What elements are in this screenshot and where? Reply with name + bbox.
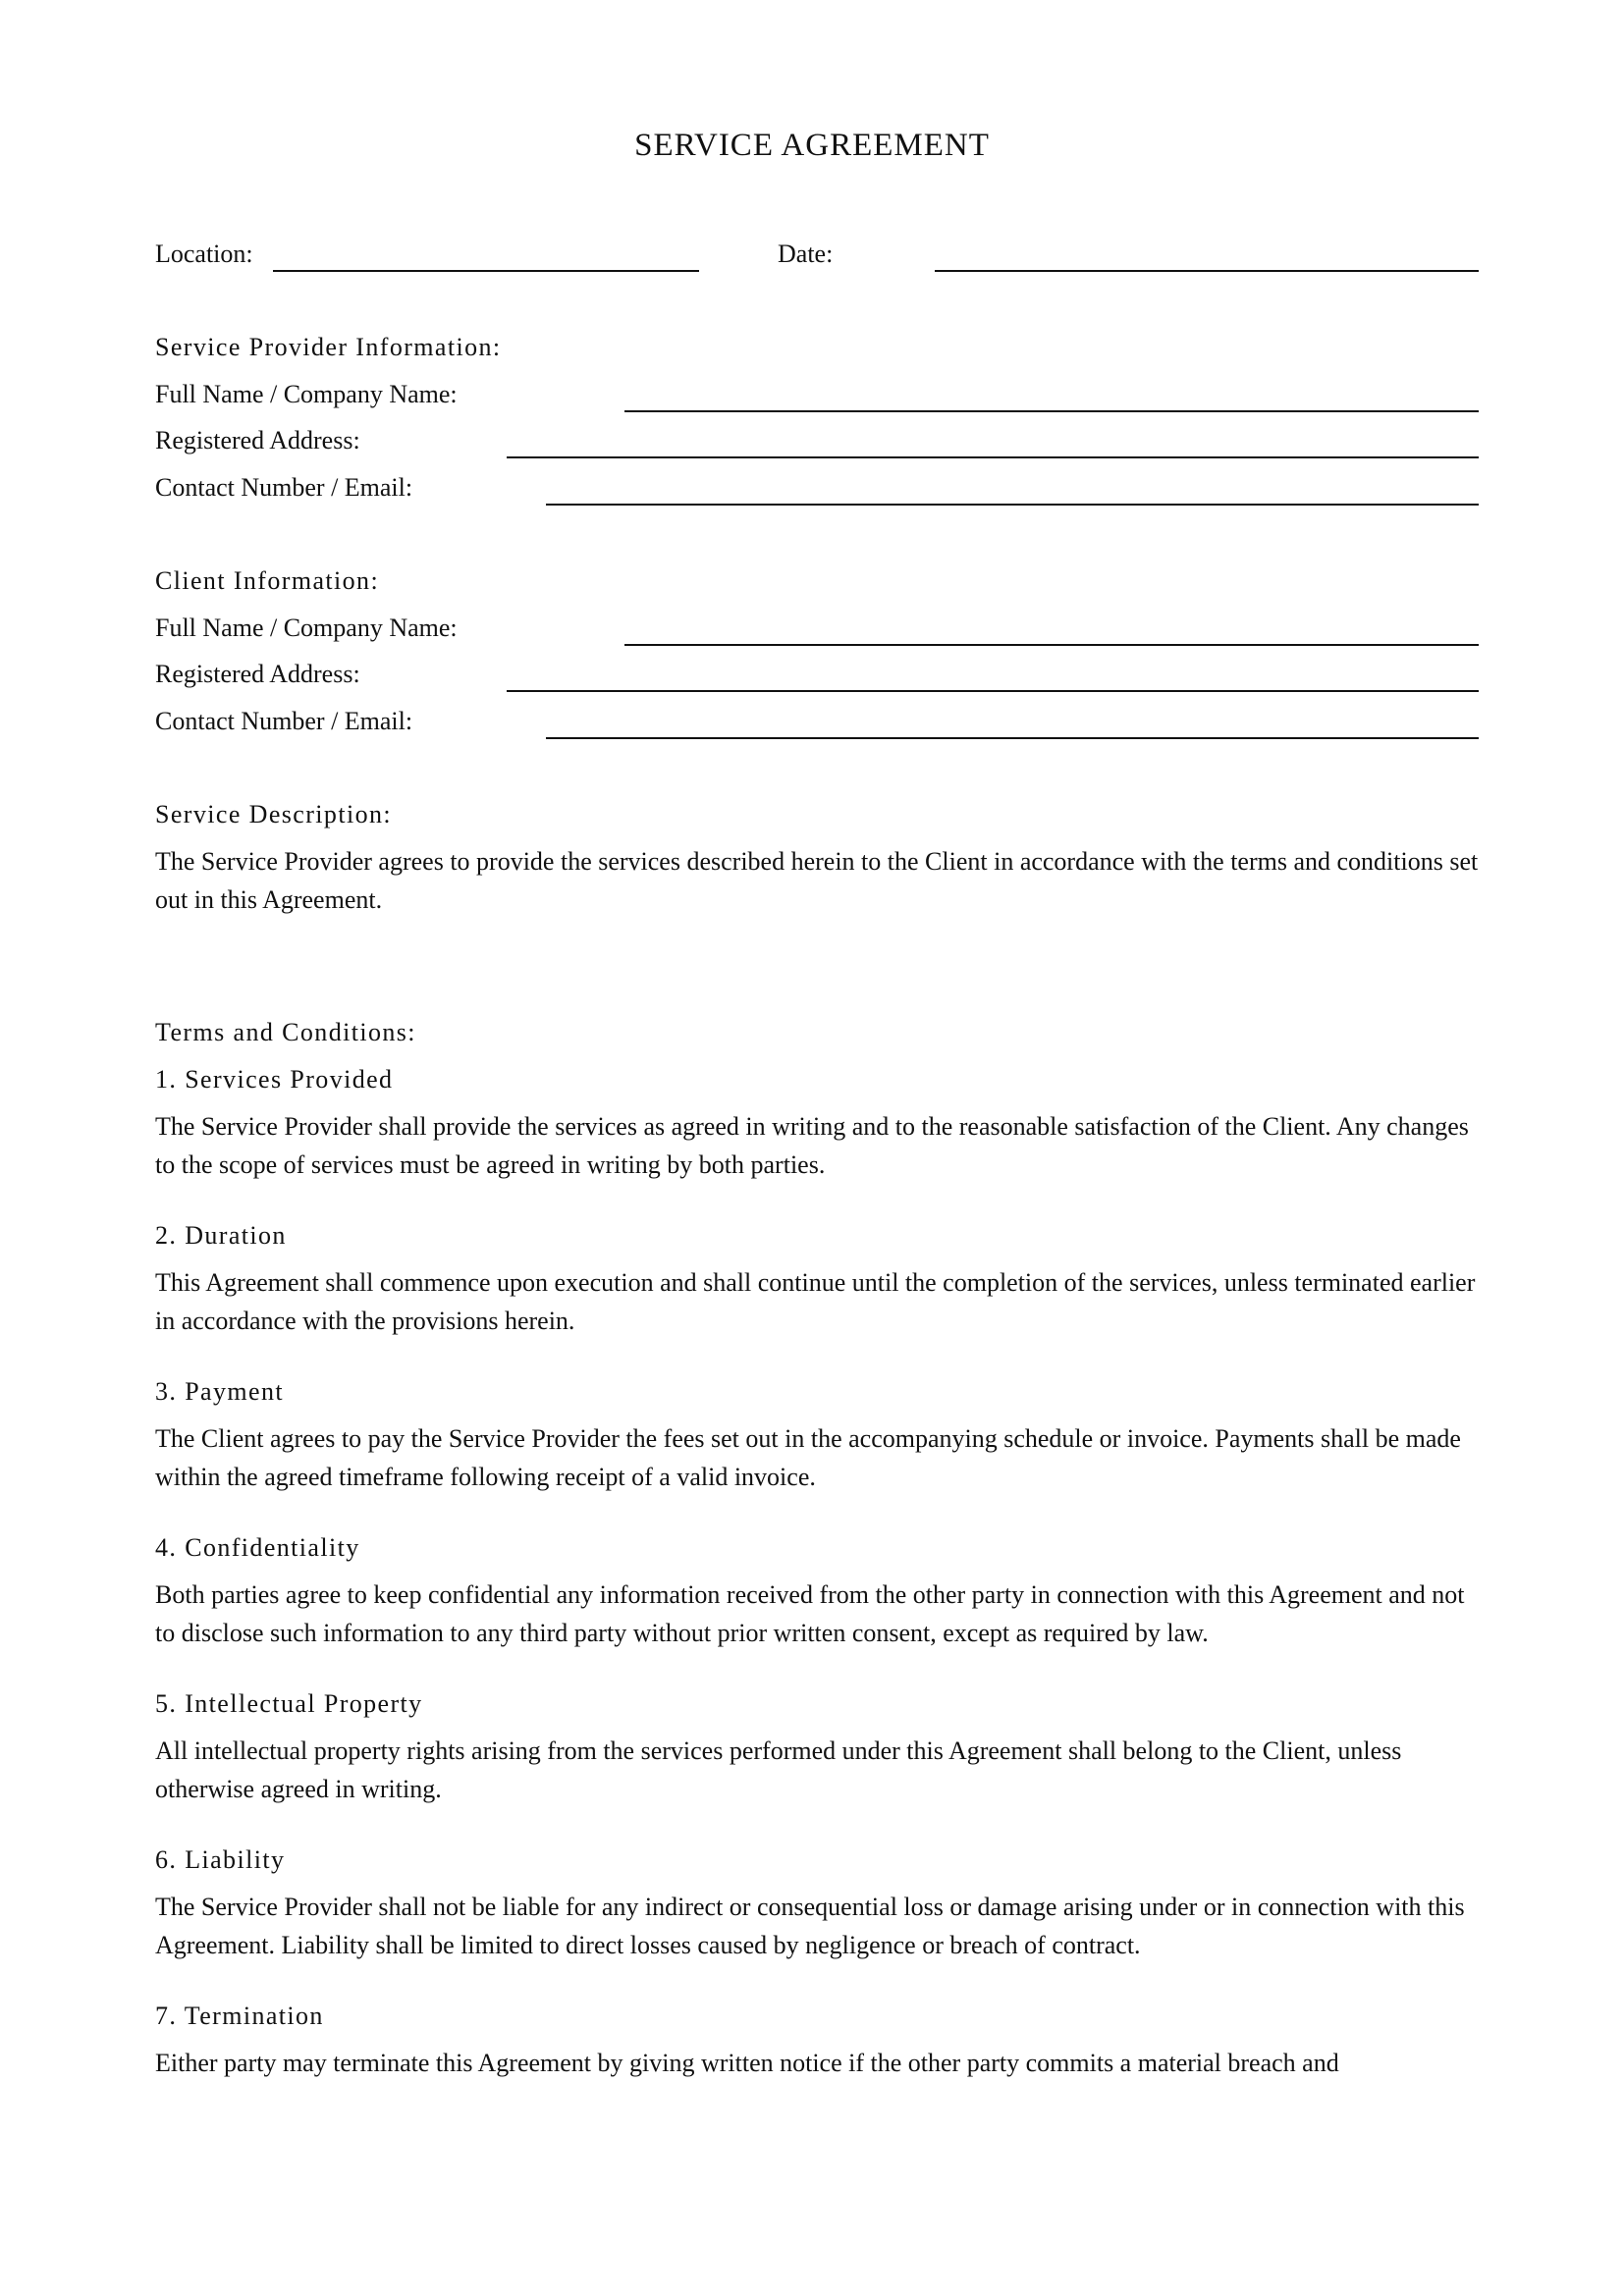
client-contact-label: Contact Number / Email: — [155, 707, 413, 735]
provider-address-label: Registered Address: — [155, 426, 360, 454]
term-heading-services-provided: 1. Services Provided — [155, 1065, 394, 1094]
provider-name-label: Full Name / Company Name: — [155, 380, 458, 408]
term-text-services-provided: The Service Provider shall provide the services as agreed in writing and to the reasonable satisfaction of the Client. Any changes to the scope of services must be agreed in writing by both parties. — [155, 1112, 1469, 1179]
term-heading-confidentiality: 4. Confidentiality — [155, 1533, 360, 1562]
client-address-field-line[interactable] — [507, 690, 1479, 692]
date-field-line[interactable] — [935, 270, 1479, 272]
client-address-label: Registered Address: — [155, 660, 360, 688]
term-text-confidentiality: Both parties agree to keep confidential any information received from the other party in connection with this Agreement and not to disclose such information to any third party without prior written consent, except as required by law. — [155, 1580, 1465, 1647]
location-label: Location: — [155, 240, 253, 268]
term-text-termination: Either party may terminate this Agreement by giving written notice if the other party commits a material breach and — [155, 2049, 1339, 2077]
term-text-intellectual-property: All intellectual property rights arising from the services performed under this Agreement shall belong to the Client, unless otherwise agreed in writing. — [155, 1736, 1402, 1803]
service-description-text: The Service Provider agrees to provide the services described herein to the Client in accordance with the terms and conditions set out in this Agreement. — [155, 847, 1479, 914]
document-title: SERVICE AGREEMENT — [634, 128, 990, 163]
term-heading-termination: 7. Termination — [155, 2002, 324, 2030]
term-heading-duration: 2. Duration — [155, 1221, 287, 1250]
client-contact-field-line[interactable] — [546, 737, 1479, 739]
terms-heading: Terms and Conditions: — [155, 1018, 416, 1046]
client-name-field-line[interactable] — [624, 644, 1479, 646]
provider-contact-field-line[interactable] — [546, 504, 1479, 506]
client-name-label: Full Name / Company Name: — [155, 614, 458, 642]
service-description-heading: Service Description: — [155, 800, 392, 828]
term-heading-intellectual-property: 5. Intellectual Property — [155, 1689, 423, 1718]
provider-address-field-line[interactable] — [507, 456, 1479, 458]
client-info-heading: Client Information: — [155, 566, 380, 595]
term-heading-payment: 3. Payment — [155, 1377, 284, 1406]
location-field-line[interactable] — [273, 270, 699, 272]
term-text-duration: This Agreement shall commence upon execution and shall continue until the completion of the services, unless terminated earlier in accordance with the provisions herein. — [155, 1268, 1476, 1335]
term-heading-liability: 6. Liability — [155, 1845, 286, 1874]
term-text-liability: The Service Provider shall not be liable for any indirect or consequential loss or damage arising under or in connection with this Agreement. Liability shall be limited to direct losses caused by negligence or breach of contract. — [155, 1893, 1465, 1959]
provider-name-field-line[interactable] — [624, 410, 1479, 412]
provider-info-heading: Service Provider Information: — [155, 333, 502, 361]
term-text-payment: The Client agrees to pay the Service Provider the fees set out in the accompanying schedule or invoice. Payments shall be made within the agreed timeframe following receipt of a valid invoice. — [155, 1424, 1461, 1491]
date-label: Date: — [778, 240, 834, 268]
provider-contact-label: Contact Number / Email: — [155, 473, 413, 502]
